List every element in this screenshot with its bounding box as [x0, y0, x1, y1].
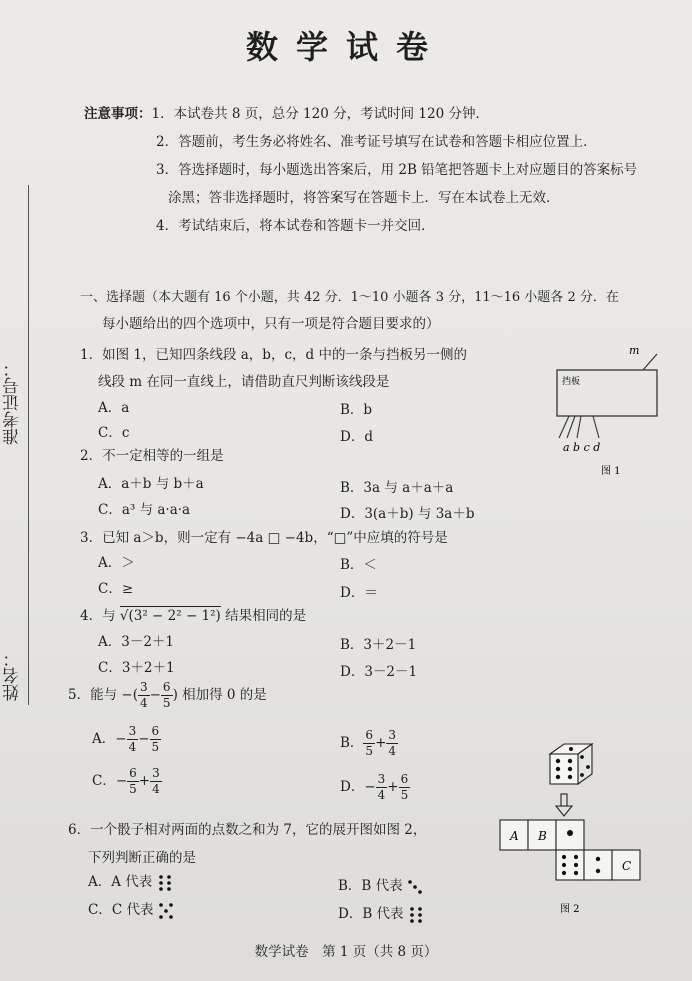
option-text: C．C 代表: [88, 902, 154, 918]
q1-option-c: C．c: [98, 425, 130, 441]
notice-item-3-cont: 涂黑；答非选择题时，将答案写在答题卡上．写在本试卷上无效．: [168, 190, 560, 206]
frac-num: 6: [162, 680, 171, 694]
q4-option-a: A．3－2＋1: [98, 634, 175, 650]
frac-num: 6: [151, 724, 160, 738]
frac: [363, 728, 375, 759]
q5-stem-post: ) 相加得 0 的是: [172, 687, 267, 703]
option-label: A．: [92, 731, 116, 747]
section-line-2: 每小题给出的四个选项中，只有一项是符合题目要求的）: [102, 316, 440, 332]
net-label-b: B: [538, 829, 547, 843]
q6-option-b: [338, 874, 423, 896]
q4-option-b: B．3＋2－1: [340, 637, 417, 653]
q5-stem: 5．能与 −( $\frac{3}{4}$ − $\frac{6}{5}$ ) 相加得 0 的是: [68, 680, 267, 710]
q6-option-c: [88, 898, 174, 920]
one-dot-icon: [567, 830, 573, 836]
exam-number-label: 准考证号：: [3, 360, 23, 445]
frac-den: 5: [151, 740, 160, 754]
q3-option-d: D．＝: [340, 585, 378, 601]
fig2-caption: 图 2: [560, 904, 580, 915]
five-dots-icon: [158, 902, 174, 920]
fig1-caption: 图 1: [601, 466, 621, 477]
six-dots-icon: [408, 906, 424, 924]
frac-den: 5: [162, 696, 171, 710]
frac-num: 6: [400, 772, 409, 786]
option-label: D．: [340, 779, 365, 795]
notice-head: 注意事项：: [84, 106, 152, 122]
frac-num: 6: [365, 728, 374, 742]
q3-option-b: B．＜: [340, 557, 377, 573]
q3-option-a: A．＞: [98, 555, 135, 571]
q2-stem: 2．不一定相等的一组是: [80, 448, 224, 464]
q4-stem-pre: 4．与: [80, 608, 120, 624]
q2-option-b: B．3a 与 a＋a＋a: [340, 480, 454, 496]
net-label-a: A: [510, 829, 519, 843]
notice-item-1: 1．本试卷共 8 页，总分 120 分，考试时间 120 分钟．: [151, 106, 489, 122]
segment-c: [577, 416, 581, 438]
section-line-1: 一、选择题（本大题有 16 个小题，共 42 分．1～10 小题各 3 分，11～16 小题各 2 分．在: [80, 290, 619, 305]
figure-2: [492, 740, 652, 920]
q3-stem: 3．已知 a＞b，则一定有 −4a □ −4b，“□”中应填的符号是: [80, 530, 448, 546]
q1-option-a: A．a: [98, 400, 130, 416]
frac: [376, 772, 388, 803]
frac-num: 3: [152, 766, 160, 780]
section-heading: [80, 285, 674, 337]
notice-item-4: 4．考试结束后，将本试卷和答题卡一并交回．: [156, 218, 435, 234]
net-face-two: [584, 850, 612, 880]
frac: [150, 724, 162, 755]
frac-num: 3: [377, 772, 386, 786]
frac-den: 5: [129, 782, 137, 796]
q6-line-2: 下列判断正确的是: [88, 850, 196, 866]
frac-den: 4: [128, 740, 137, 754]
q1-line-1: 1．如图 1，已知四条线段 a，b，c，d 中的一条与挡板另一侧的: [80, 347, 467, 363]
frac-num: 6: [129, 766, 137, 780]
frac: [127, 766, 139, 797]
q5-option-b: B． $\frac{6}{5}$ + $\frac{3}{4}$: [340, 728, 397, 758]
notice-item-2: 2．答题前，考生务必将姓名、准考证号填写在试卷和答题卡相应位置上．: [156, 134, 597, 150]
q6-option-d: [338, 902, 424, 924]
net-face-six: [556, 850, 584, 880]
frac-den: 4: [377, 788, 386, 802]
figure-1: [545, 340, 675, 480]
net-label-c: C: [622, 859, 632, 873]
option-text: A．A 代表: [88, 874, 153, 890]
name-label: 姓名：: [3, 650, 23, 701]
q5-option-d: D．− $\frac{3}{4}$ + $\frac{6}{5}$: [340, 772, 409, 802]
three-dots-icon: [407, 878, 423, 896]
option-text: B．B 代表: [338, 878, 403, 894]
q1-option-d: D．d: [340, 429, 373, 445]
frac-den: 5: [400, 788, 409, 802]
q2-option-d: D．3(a＋b) 与 3a＋b: [340, 506, 475, 522]
segment-a: [559, 416, 569, 438]
q4-option-d: D．3－2－1: [340, 664, 418, 680]
die-3d: [550, 744, 592, 784]
q4-stem: [80, 604, 306, 624]
q6-option-a: [88, 870, 173, 892]
q6-line-1: 6．一个骰子相对两面的点数之和为 7，它的展开图如图 2，: [68, 822, 427, 838]
q5-frac-6-5: [161, 680, 173, 711]
page-title: 数学试卷: [245, 28, 446, 66]
segment-b: [567, 416, 575, 438]
frac: [150, 766, 162, 797]
frac-den: 4: [139, 696, 148, 710]
fig1-label-board: 挡板: [562, 377, 581, 387]
binding-line: [28, 185, 29, 705]
frac-den: 4: [152, 782, 160, 796]
frac: [386, 728, 398, 759]
q1-line-2: 线段 m 在同一直线上，请借助直尺判断该线段是: [98, 374, 390, 390]
page-footer: 数学试卷 第 1 页（共 8 页）: [254, 944, 438, 960]
segment-m: [643, 354, 657, 370]
frac: [399, 772, 411, 803]
q2-option-a: A．a＋b 与 b＋a: [98, 476, 204, 492]
q4-option-c: C．3＋2＋1: [98, 660, 175, 676]
fig1-label-abcd: a b c d: [563, 441, 601, 454]
frac-num: 3: [139, 680, 148, 694]
q4-stem-post: 结果相同的是: [220, 608, 307, 624]
q5-stem-pre: 5．能与 −(: [68, 687, 138, 703]
q1-option-b: B．b: [340, 402, 373, 418]
q2-option-c: C．a³ 与 a·a·a: [98, 502, 191, 518]
fig1-label-m: m: [629, 344, 640, 357]
six-dots-icon: [157, 874, 173, 892]
q5-frac-3-4: [138, 680, 150, 711]
frac-den: 5: [365, 744, 374, 758]
frac-num: 3: [128, 724, 137, 738]
notice-item-3: 3．答选择题时，每小题选出答案后，用 2B 铅笔把答题卡上对应题目的答案标号: [156, 162, 638, 178]
frac-den: 4: [388, 744, 397, 758]
q4-sqrt-expr: √(3² − 2² − 1²): [119, 608, 221, 624]
option-label: C．: [92, 773, 116, 789]
frac-num: 3: [388, 728, 397, 742]
option-label: B．: [340, 735, 364, 751]
frac: [127, 724, 139, 755]
q5-option-c: C．− $\frac{6}{5}$ + $\frac{3}{4}$: [92, 766, 160, 796]
q5-option-a: A．− $\frac{3}{4}$ − $\frac{6}{5}$: [92, 724, 160, 754]
q3-option-c: C．≥: [98, 581, 134, 597]
down-arrow-icon: [556, 794, 572, 816]
segment-d: [593, 416, 599, 438]
option-text: D．B 代表: [338, 906, 404, 922]
